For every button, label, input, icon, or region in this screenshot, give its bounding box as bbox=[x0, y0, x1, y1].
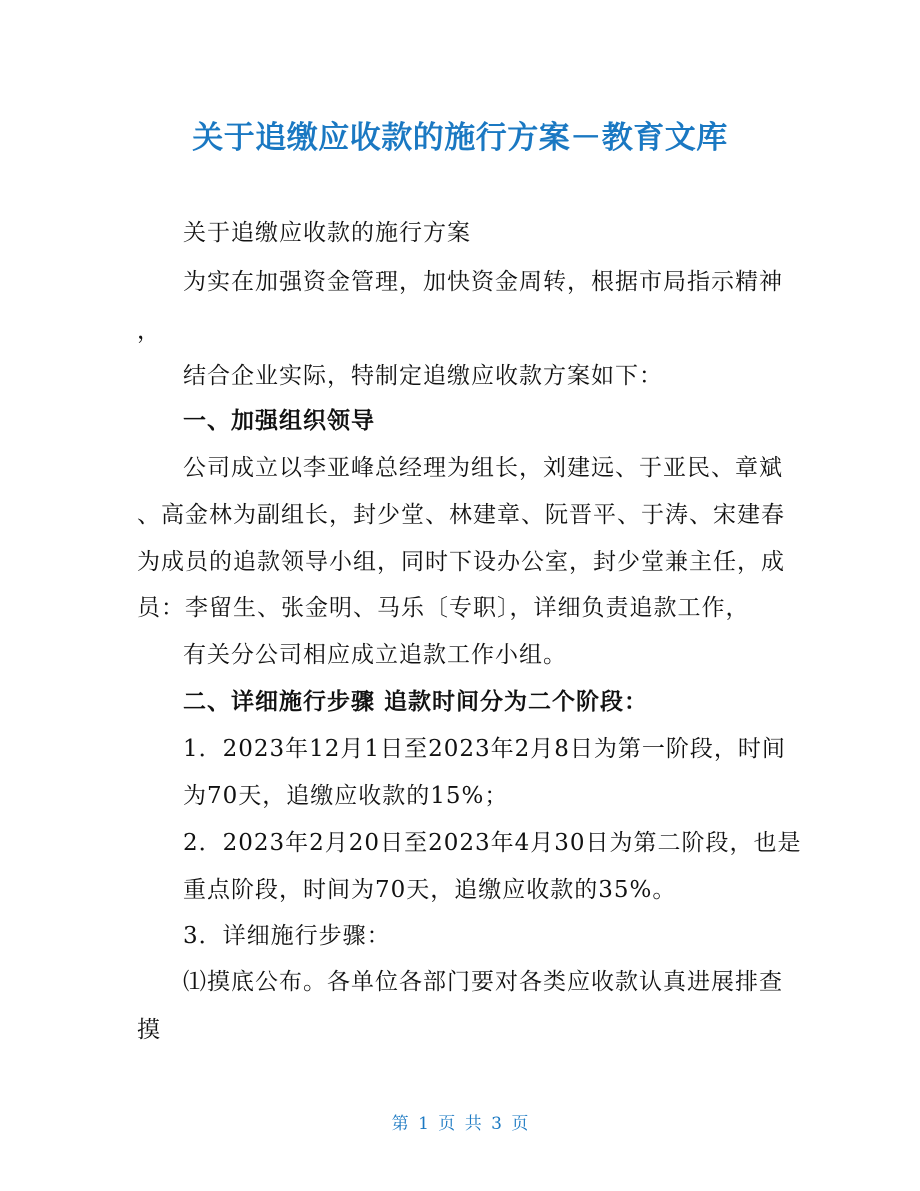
text-line: 2．2023年2月20日至2023年4月30日为第二阶段，也是 bbox=[183, 830, 802, 856]
text-line: 为成员的追款领导小组，同时下设办公室，封少堂兼主任，成 bbox=[137, 549, 785, 575]
text-line: ， bbox=[137, 318, 161, 344]
text-line: ⑴摸底公布。各单位各部门要对各类应收款认真进展排查 bbox=[183, 969, 783, 995]
page-footer: 第 1 页 共 3 页 bbox=[391, 1114, 529, 1134]
text-line: 重点阶段，时间为70天，追缴应收款的35%。 bbox=[183, 877, 677, 903]
text-line: 1．2023年12月1日至2023年2月8日为第一阶段，时间 bbox=[183, 736, 786, 762]
text-line: 为70天，追缴应收款的15%； bbox=[183, 783, 509, 809]
text-line: 公司成立以李亚峰总经理为组长，刘建远、于亚民、章斌 bbox=[183, 455, 783, 481]
document-title: 关于追缴应收款的施行方案－教育文库 bbox=[192, 120, 728, 156]
text-line: 有关分公司相应成立追款工作小组。 bbox=[183, 642, 567, 668]
text-line: 3．详细施行步骤： bbox=[183, 923, 391, 949]
text-line: 关于追缴应收款的施行方案 bbox=[183, 220, 471, 246]
section-heading: 一、加强组织领导 bbox=[183, 407, 375, 434]
text-line: 摸 bbox=[137, 1017, 161, 1043]
text-line: 为实在加强资金管理，加快资金周转，根据市局指示精神 bbox=[183, 269, 783, 295]
section-heading: 二、详细施行步骤 追款时间分为二个阶段： bbox=[183, 688, 649, 715]
text-line: 员：李留生、张金明、马乐〔专职〕，详细负责追款工作， bbox=[137, 595, 750, 621]
text-line: 、高金林为副组长，封少堂、林建章、阮晋平、于涛、宋建春 bbox=[137, 502, 785, 528]
text-line: 结合企业实际，特制定追缴应收款方案如下： bbox=[183, 363, 663, 389]
